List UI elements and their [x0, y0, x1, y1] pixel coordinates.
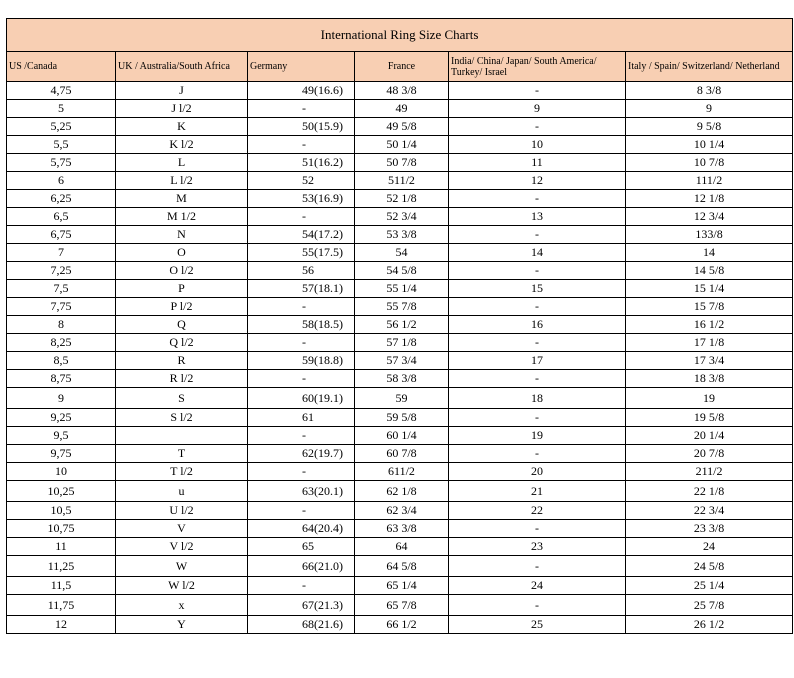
cell-uk-australia: M 1/2 — [116, 208, 248, 226]
cell-india-china-japan: 12 — [449, 172, 626, 190]
cell-france: 63 3/8 — [355, 520, 449, 538]
table-row — [7, 190, 793, 208]
cell-india-china-japan: 15 — [449, 280, 626, 298]
cell-uk-australia: W l/2 — [116, 577, 248, 595]
cell-india-china-japan: - — [449, 298, 626, 316]
cell-us-canada: 10,25 — [7, 481, 116, 502]
table-row — [7, 520, 793, 538]
cell-france: 54 5/8 — [355, 262, 449, 280]
table-row — [7, 298, 793, 316]
cell-us-canada: 7,5 — [7, 280, 116, 298]
cell-france: 57 3/4 — [355, 352, 449, 370]
cell-italy-spain: 9 — [626, 100, 793, 118]
cell-italy-spain: 17 3/4 — [626, 352, 793, 370]
cell-uk-australia: Y — [116, 616, 248, 634]
cell-us-canada: 8,25 — [7, 334, 116, 352]
cell-us-canada: 10,5 — [7, 502, 116, 520]
cell-germany: 57(18.1) — [248, 280, 355, 298]
cell-germany: 67(21.3) — [248, 595, 355, 616]
cell-france: 50 1/4 — [355, 136, 449, 154]
cell-india-china-japan: - — [449, 556, 626, 577]
cell-italy-spain: 15 7/8 — [626, 298, 793, 316]
cell-uk-australia — [116, 427, 248, 445]
cell-uk-australia: R — [116, 352, 248, 370]
table-row — [7, 208, 793, 226]
table-row — [7, 262, 793, 280]
cell-uk-australia: u — [116, 481, 248, 502]
table-row — [7, 334, 793, 352]
cell-italy-spain: 16 1/2 — [626, 316, 793, 334]
cell-india-china-japan: 19 — [449, 427, 626, 445]
cell-italy-spain: 17 1/8 — [626, 334, 793, 352]
cell-italy-spain: 10 7/8 — [626, 154, 793, 172]
chart-title: International Ring Size Charts — [7, 19, 793, 52]
cell-germany: - — [248, 100, 355, 118]
cell-germany: - — [248, 577, 355, 595]
cell-uk-australia: W — [116, 556, 248, 577]
cell-italy-spain: 23 3/8 — [626, 520, 793, 538]
cell-india-china-japan: - — [449, 334, 626, 352]
cell-germany: 68(21.6) — [248, 616, 355, 634]
header-italy-spain: Italy / Spain/ Switzerland/ Netherland — [626, 52, 793, 82]
cell-uk-australia: O l/2 — [116, 262, 248, 280]
cell-france: 49 5/8 — [355, 118, 449, 136]
cell-italy-spain: 211/2 — [626, 463, 793, 481]
cell-germany: 49(16.6) — [248, 82, 355, 100]
cell-uk-australia: Q l/2 — [116, 334, 248, 352]
cell-germany: - — [248, 463, 355, 481]
cell-germany: 64(20.4) — [248, 520, 355, 538]
cell-us-canada: 6 — [7, 172, 116, 190]
table-row — [7, 352, 793, 370]
cell-us-canada: 11,25 — [7, 556, 116, 577]
cell-italy-spain: 12 3/4 — [626, 208, 793, 226]
table-row — [7, 172, 793, 190]
cell-us-canada: 8,75 — [7, 370, 116, 388]
cell-france: 64 5/8 — [355, 556, 449, 577]
cell-france: 65 7/8 — [355, 595, 449, 616]
cell-us-canada: 9,25 — [7, 409, 116, 427]
cell-france: 64 — [355, 538, 449, 556]
cell-uk-australia: V l/2 — [116, 538, 248, 556]
cell-france: 62 3/4 — [355, 502, 449, 520]
cell-france: 65 1/4 — [355, 577, 449, 595]
cell-germany: 56 — [248, 262, 355, 280]
table-row — [7, 409, 793, 427]
cell-us-canada: 7,25 — [7, 262, 116, 280]
cell-france: 56 1/2 — [355, 316, 449, 334]
cell-india-china-japan: - — [449, 82, 626, 100]
cell-india-china-japan: 20 — [449, 463, 626, 481]
cell-india-china-japan: - — [449, 118, 626, 136]
cell-uk-australia: U l/2 — [116, 502, 248, 520]
cell-us-canada: 7,75 — [7, 298, 116, 316]
cell-italy-spain: 20 7/8 — [626, 445, 793, 463]
cell-uk-australia: x — [116, 595, 248, 616]
cell-italy-spain: 9 5/8 — [626, 118, 793, 136]
cell-germany: - — [248, 502, 355, 520]
cell-germany: 53(16.9) — [248, 190, 355, 208]
header-uk-australia: UK / Australia/South Africa — [116, 52, 248, 82]
cell-india-china-japan: 16 — [449, 316, 626, 334]
cell-india-china-japan: 21 — [449, 481, 626, 502]
cell-france: 60 7/8 — [355, 445, 449, 463]
cell-germany: 51(16.2) — [248, 154, 355, 172]
cell-india-china-japan: - — [449, 190, 626, 208]
cell-france: 62 1/8 — [355, 481, 449, 502]
cell-uk-australia: N — [116, 226, 248, 244]
cell-france: 59 5/8 — [355, 409, 449, 427]
cell-uk-australia: M — [116, 190, 248, 208]
cell-uk-australia: S l/2 — [116, 409, 248, 427]
cell-germany: 52 — [248, 172, 355, 190]
table-row — [7, 316, 793, 334]
cell-uk-australia: K — [116, 118, 248, 136]
cell-italy-spain: 14 — [626, 244, 793, 262]
header-us-canada: US /Canada — [7, 52, 116, 82]
table-row — [7, 463, 793, 481]
cell-india-china-japan: 10 — [449, 136, 626, 154]
cell-italy-spain: 20 1/4 — [626, 427, 793, 445]
table-row — [7, 154, 793, 172]
cell-france: 66 1/2 — [355, 616, 449, 634]
cell-uk-australia: T — [116, 445, 248, 463]
cell-india-china-japan: - — [449, 409, 626, 427]
cell-us-canada: 6,25 — [7, 190, 116, 208]
cell-italy-spain: 22 1/8 — [626, 481, 793, 502]
cell-italy-spain: 14 5/8 — [626, 262, 793, 280]
cell-france: 52 1/8 — [355, 190, 449, 208]
table-row — [7, 388, 793, 409]
cell-india-china-japan: 14 — [449, 244, 626, 262]
cell-india-china-japan: 18 — [449, 388, 626, 409]
cell-us-canada: 11,5 — [7, 577, 116, 595]
cell-germany: 55(17.5) — [248, 244, 355, 262]
cell-india-china-japan: - — [449, 520, 626, 538]
cell-uk-australia: T l/2 — [116, 463, 248, 481]
cell-italy-spain: 25 1/4 — [626, 577, 793, 595]
cell-france: 48 3/8 — [355, 82, 449, 100]
cell-france: 511/2 — [355, 172, 449, 190]
cell-italy-spain: 12 1/8 — [626, 190, 793, 208]
cell-uk-australia: V — [116, 520, 248, 538]
cell-italy-spain: 15 1/4 — [626, 280, 793, 298]
table-row — [7, 577, 793, 595]
cell-india-china-japan: - — [449, 595, 626, 616]
cell-germany: - — [248, 136, 355, 154]
table-row — [7, 595, 793, 616]
cell-uk-australia: R l/2 — [116, 370, 248, 388]
cell-uk-australia: L — [116, 154, 248, 172]
cell-india-china-japan: 24 — [449, 577, 626, 595]
table-row — [7, 538, 793, 556]
table-row — [7, 427, 793, 445]
cell-us-canada: 10,75 — [7, 520, 116, 538]
cell-uk-australia: P — [116, 280, 248, 298]
cell-germany: 65 — [248, 538, 355, 556]
cell-germany: - — [248, 427, 355, 445]
cell-us-canada: 8 — [7, 316, 116, 334]
cell-us-canada: 11,75 — [7, 595, 116, 616]
cell-germany: 66(21.0) — [248, 556, 355, 577]
cell-india-china-japan: - — [449, 370, 626, 388]
cell-france: 58 3/8 — [355, 370, 449, 388]
cell-france: 50 7/8 — [355, 154, 449, 172]
cell-france: 57 1/8 — [355, 334, 449, 352]
cell-germany: - — [248, 370, 355, 388]
table-row — [7, 244, 793, 262]
cell-germany: 62(19.7) — [248, 445, 355, 463]
cell-italy-spain: 10 1/4 — [626, 136, 793, 154]
cell-italy-spain: 19 — [626, 388, 793, 409]
cell-india-china-japan: 11 — [449, 154, 626, 172]
cell-india-china-japan: 23 — [449, 538, 626, 556]
ring-size-table — [6, 18, 793, 634]
cell-germany: 61 — [248, 409, 355, 427]
cell-us-canada: 9 — [7, 388, 116, 409]
table-row — [7, 370, 793, 388]
table-row — [7, 502, 793, 520]
table-row — [7, 226, 793, 244]
cell-india-china-japan: - — [449, 226, 626, 244]
cell-germany: - — [248, 334, 355, 352]
ring-size-chart — [6, 18, 792, 634]
header-france: France — [355, 52, 449, 82]
cell-germany: 54(17.2) — [248, 226, 355, 244]
cell-france: 60 1/4 — [355, 427, 449, 445]
cell-uk-australia: L l/2 — [116, 172, 248, 190]
table-row — [7, 481, 793, 502]
cell-uk-australia: S — [116, 388, 248, 409]
cell-france: 53 3/8 — [355, 226, 449, 244]
cell-uk-australia: Q — [116, 316, 248, 334]
cell-india-china-japan: 22 — [449, 502, 626, 520]
cell-italy-spain: 133/8 — [626, 226, 793, 244]
table-row — [7, 100, 793, 118]
cell-uk-australia: O — [116, 244, 248, 262]
header-germany: Germany — [248, 52, 355, 82]
table-row — [7, 82, 793, 100]
cell-us-canada: 12 — [7, 616, 116, 634]
header-india-china-japan: India/ China/ Japan/ South America/ Turkey/ Israel — [449, 52, 626, 82]
cell-uk-australia: K l/2 — [116, 136, 248, 154]
cell-italy-spain: 22 3/4 — [626, 502, 793, 520]
cell-us-canada: 10 — [7, 463, 116, 481]
cell-us-canada: 5,5 — [7, 136, 116, 154]
cell-france: 52 3/4 — [355, 208, 449, 226]
cell-germany: - — [248, 208, 355, 226]
cell-us-canada: 9,5 — [7, 427, 116, 445]
cell-germany: 50(15.9) — [248, 118, 355, 136]
cell-italy-spain: 25 7/8 — [626, 595, 793, 616]
cell-uk-australia: J l/2 — [116, 100, 248, 118]
cell-germany: 58(18.5) — [248, 316, 355, 334]
cell-india-china-japan: 9 — [449, 100, 626, 118]
cell-germany: - — [248, 298, 355, 316]
cell-france: 55 1/4 — [355, 280, 449, 298]
cell-us-canada: 5,25 — [7, 118, 116, 136]
cell-india-china-japan: - — [449, 262, 626, 280]
table-row — [7, 445, 793, 463]
cell-india-china-japan: 17 — [449, 352, 626, 370]
cell-italy-spain: 24 5/8 — [626, 556, 793, 577]
cell-uk-australia: J — [116, 82, 248, 100]
cell-france: 54 — [355, 244, 449, 262]
cell-france: 55 7/8 — [355, 298, 449, 316]
cell-italy-spain: 24 — [626, 538, 793, 556]
cell-italy-spain: 19 5/8 — [626, 409, 793, 427]
cell-us-canada: 6,75 — [7, 226, 116, 244]
cell-india-china-japan: - — [449, 445, 626, 463]
table-row — [7, 280, 793, 298]
cell-france: 59 — [355, 388, 449, 409]
cell-us-canada: 5 — [7, 100, 116, 118]
cell-us-canada: 8,5 — [7, 352, 116, 370]
cell-germany: 63(20.1) — [248, 481, 355, 502]
cell-us-canada: 7 — [7, 244, 116, 262]
cell-italy-spain: 111/2 — [626, 172, 793, 190]
cell-india-china-japan: 13 — [449, 208, 626, 226]
cell-italy-spain: 8 3/8 — [626, 82, 793, 100]
table-row — [7, 556, 793, 577]
cell-italy-spain: 18 3/8 — [626, 370, 793, 388]
cell-uk-australia: P l/2 — [116, 298, 248, 316]
table-row — [7, 616, 793, 634]
cell-france: 49 — [355, 100, 449, 118]
cell-us-canada: 5,75 — [7, 154, 116, 172]
cell-us-canada: 6,5 — [7, 208, 116, 226]
cell-france: 611/2 — [355, 463, 449, 481]
cell-germany: 59(18.8) — [248, 352, 355, 370]
cell-us-canada: 4,75 — [7, 82, 116, 100]
cell-germany: 60(19.1) — [248, 388, 355, 409]
cell-us-canada: 11 — [7, 538, 116, 556]
cell-italy-spain: 26 1/2 — [626, 616, 793, 634]
cell-india-china-japan: 25 — [449, 616, 626, 634]
table-row — [7, 118, 793, 136]
cell-us-canada: 9,75 — [7, 445, 116, 463]
table-row — [7, 136, 793, 154]
